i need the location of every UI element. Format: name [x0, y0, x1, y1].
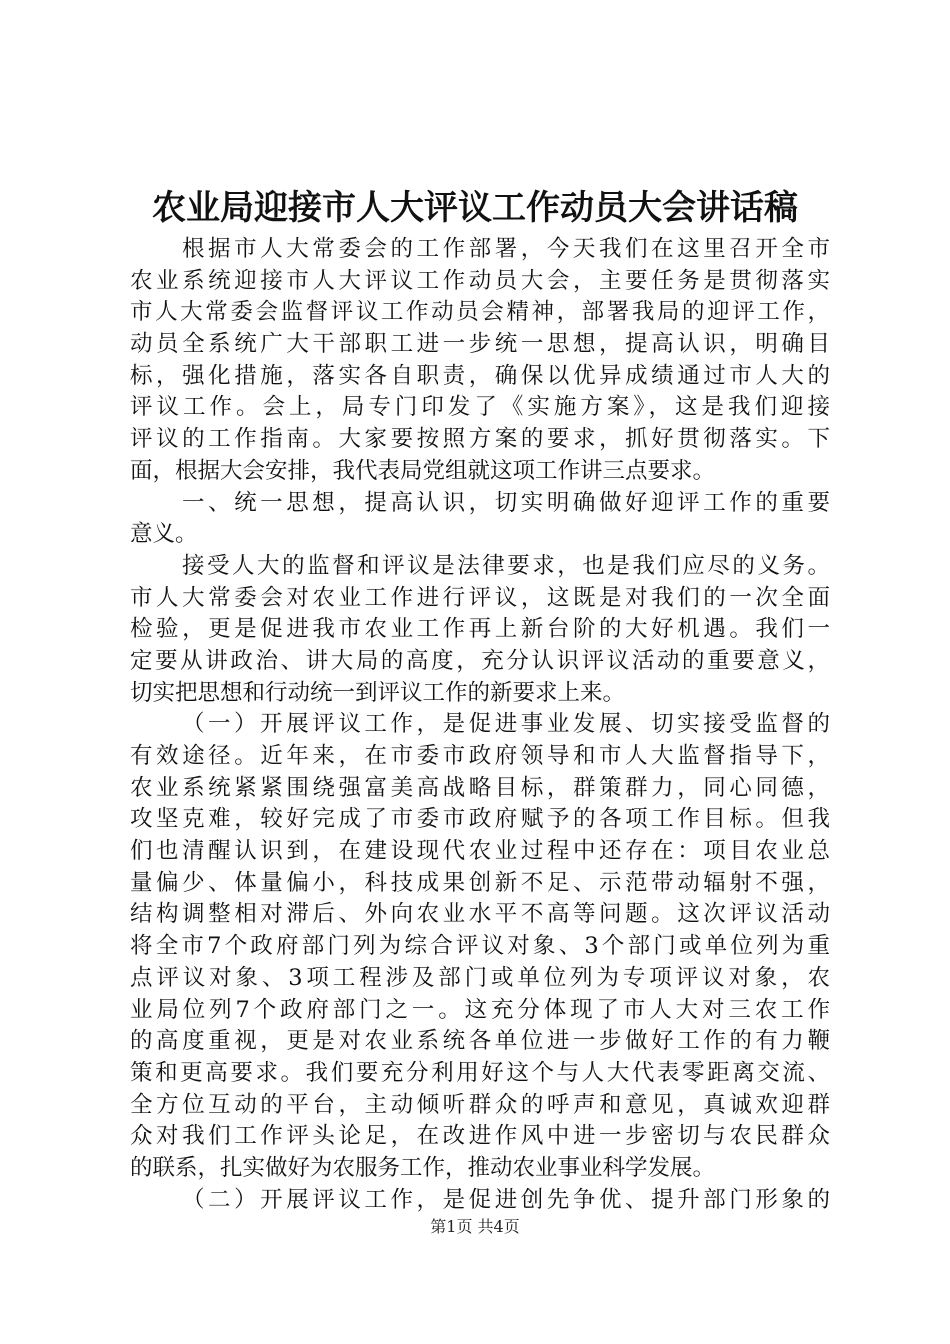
paragraph-line: 标，强化措施，落实各自职责，确保以优异成绩通过市人大的: [130, 362, 830, 389]
section-heading-line: 一、统一思想，提高认识，切实明确做好迎评工作的重要: [182, 489, 830, 516]
paragraph-line: 全方位互动的平台，主动倾听群众的呼声和意见，真诚欢迎群: [130, 1091, 830, 1118]
paragraph-line: 根据市人大常委会的工作部署，今天我们在这里召开全市: [182, 236, 830, 262]
paragraph-line: 定要从讲政治、讲大局的高度，充分认识评议活动的重要意义，: [130, 647, 830, 674]
paragraph-line: 结构调整相对滞后、外向农业水平不高等问题。这次评议活动: [130, 901, 830, 928]
paragraph-line: 检验，更是促进我市农业工作再上新台阶的大好机遇。我们一: [130, 616, 830, 643]
page-footer: 第1页 共4页: [430, 1217, 520, 1236]
paragraph-line: 市人大常委会监督评议工作动员会精神，部署我局的迎评工作，: [130, 299, 830, 326]
paragraph-line: 的高度重视，更是对农业系统各单位进一步做好工作的有力鞭: [130, 1028, 830, 1055]
document-body: [130, 234, 830, 1216]
paragraph-line: （二）开展评议工作，是促进创先争优、提升部门形象的: [182, 1186, 830, 1213]
paragraph-line: 有效途径。近年来，在市委市政府领导和市人大监督指导下，: [130, 743, 830, 769]
document-title: 农业局迎接市人大评议工作动员大会讲话稿: [152, 188, 798, 228]
paragraph-line: 量偏少、体量偏小，科技成果创新不足、示范带动辐射不强，: [130, 869, 830, 896]
paragraph-line: 业局位列7个政府部门之一。这充分体现了市人大对三农工作: [130, 996, 830, 1023]
paragraph-line: 将全市7个政府部门列为综合评议对象、3个部门或单位列为重: [130, 933, 830, 960]
paragraph-line: 的联系，扎实做好为农服务工作，推动农业事业科学发展。: [130, 1154, 716, 1181]
paragraph-line: 攻坚克难，较好完成了市委市政府赋予的各项工作目标。但我: [130, 806, 830, 833]
paragraph-line: 点评议对象、3项工程涉及部门或单位列为专项评议对象，农: [130, 964, 830, 991]
paragraph-line: 们也清醒认识到，在建设现代农业过程中还存在：项目农业总: [130, 838, 830, 865]
paragraph-line: 评议工作。会上，局专门印发了《实施方案》，这是我们迎接: [130, 394, 830, 421]
paragraph-line: 农业系统紧紧围绕强富美高战略目标，群策群力，同心同德，: [130, 774, 830, 801]
paragraph-line: 动员全系统广大干部职工进一步统一思想，提高认识，明确目: [130, 331, 830, 358]
paragraph-line: 策和更高要求。我们要充分利用好这个与人大代表零距离交流、: [130, 1059, 830, 1086]
paragraph-line: 面，根据大会安排，我代表局党组就这项工作讲三点要求。: [130, 457, 716, 484]
section-heading-line: 意义。: [130, 521, 198, 548]
paragraph-line: 评议的工作指南。大家要按照方案的要求，抓好贯彻落实。下: [130, 426, 830, 453]
paragraph-line: 农业系统迎接市人大评议工作动员大会，主要任务是贯彻落实: [130, 267, 830, 294]
paragraph-line: 切实把思想和行动统一到评议工作的新要求上来。: [130, 679, 626, 706]
paragraph-line: 接受人大的监督和评议是法律要求，也是我们应尽的义务。: [182, 552, 830, 579]
paragraph-line: 市人大常委会对农业工作进行评议，这既是对我们的一次全面: [130, 584, 830, 611]
paragraph-line: （一）开展评议工作，是促进事业发展、切实接受监督的: [182, 711, 830, 738]
paragraph-line: 众对我们工作评头论足，在改进作风中进一步密切与农民群众: [130, 1123, 830, 1150]
